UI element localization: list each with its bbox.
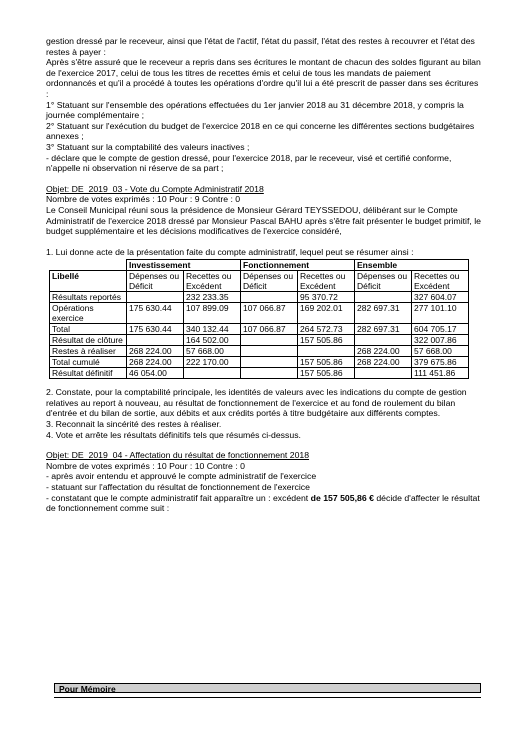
header-cell: Dépenses ou Déficit bbox=[241, 271, 298, 292]
group-ensemble: Ensemble bbox=[355, 260, 469, 271]
row-label: Résultat définitif bbox=[50, 368, 127, 379]
affectation-line-1: - après avoir entendu et approuvé le compte administratif de l'exercice bbox=[46, 471, 317, 482]
row-value bbox=[241, 292, 298, 303]
table-row bbox=[50, 346, 469, 357]
row-value bbox=[127, 335, 184, 346]
row-value bbox=[298, 346, 355, 357]
pour-memoire-rule bbox=[54, 693, 481, 698]
item-1: 1. Lui donne acte de la présentation faite du compte administratif, lequel peut se résumer ainsi : bbox=[46, 246, 414, 257]
table-row bbox=[50, 324, 469, 335]
row-value: 327 604.07 bbox=[412, 292, 469, 303]
row-value: 157 505.86 bbox=[298, 368, 355, 379]
row-value: 169 202.01 bbox=[298, 303, 355, 324]
pour-memoire-header: Pour Mémoire bbox=[54, 683, 481, 693]
header-cell: Recettes ou Excédent bbox=[184, 271, 241, 292]
intro-statuant-2: 2° Statuant sur l'exécution du budget de l'exercice 2018 en ce qui concerne les différentes sections budgétaires annexes ; bbox=[46, 120, 475, 142]
header-libelle: Libellé bbox=[50, 271, 127, 292]
row-value: 95 370.72 bbox=[298, 292, 355, 303]
row-value: 157 505.86 bbox=[298, 335, 355, 346]
row-value: 379 675.86 bbox=[412, 357, 469, 368]
votes-count-2: Nombre de votes exprimés : 10 Pour : 10 Contre : 0 bbox=[46, 460, 245, 471]
header-cell: Dépenses ou Déficit bbox=[355, 271, 412, 292]
row-label: Restes à réaliser bbox=[50, 346, 127, 357]
row-value: 604 705.17 bbox=[412, 324, 469, 335]
row-value: 107 066.87 bbox=[241, 303, 298, 324]
object-title-de-2019-04: Objet: DE_2019_04 - Affectation du résultat de fonctionnement 2018 bbox=[46, 450, 310, 461]
excedent-amount: de 157 505,86 € bbox=[310, 492, 374, 503]
row-value: 111 451.86 bbox=[412, 368, 469, 379]
row-value: 175 630.44 bbox=[127, 303, 184, 324]
row-value: 157 505.86 bbox=[298, 357, 355, 368]
row-value bbox=[127, 292, 184, 303]
intro-statuant-3: 3° Statuant sur la comptabilité des valeurs inactives ; bbox=[46, 141, 250, 152]
row-value: 57 668.00 bbox=[412, 346, 469, 357]
council-body: Le Conseil Municipal réuni sous la présidence de Monsieur Gérard TEYSSEDOU, délibérant sur le Compte Administratif de l'exercice 2018 dressé par Monsieur Pascal BAHU après s'être fait présenter le budget primitif, le budget supplémentaire et les décisions modificatives de l'exercice considéré, bbox=[46, 204, 481, 237]
table-row bbox=[50, 303, 469, 324]
row-value bbox=[241, 335, 298, 346]
votes-count-1: Nombre de votes exprimés : 10 Pour : 9 Contre : 0 bbox=[46, 194, 241, 205]
row-label: Opérations exercice bbox=[50, 303, 127, 324]
row-value: 268 224.00 bbox=[355, 346, 412, 357]
row-label: Total bbox=[50, 324, 127, 335]
header-cell: Dépenses ou Déficit bbox=[127, 271, 184, 292]
row-value: 282 697.31 bbox=[355, 303, 412, 324]
table-row bbox=[50, 292, 469, 303]
intro-statuant-1: 1° Statuant sur l'ensemble des opérations effectuées du 1er janvier 2018 au 31 décembre 2018, y compris la journée complémentaire ; bbox=[46, 99, 464, 121]
table-body bbox=[50, 292, 469, 379]
affectation-line-3: - constatant que le compte administratif fait apparaître un : excédent de 157 505,86 € décide d'affecter le résultat de fonctionnement comme suit : bbox=[46, 492, 480, 514]
results-table bbox=[49, 259, 469, 379]
row-value: 107 066.87 bbox=[241, 324, 298, 335]
item-2: 2. Constate, pour la comptabilité principale, les identités de valeurs avec les indications du compte de gestion relatives au report à nouveau, au résultat de fonctionnement de l'exercice et au fond de roulement du bilan d'entrée et du bilan de sortie, aux débits et aux crédits portés à titre budgétaire aux différents comptes. bbox=[46, 387, 467, 419]
row-label: Résultat de clôture bbox=[50, 335, 127, 346]
row-value: 222 170.00 bbox=[184, 357, 241, 368]
row-value bbox=[241, 346, 298, 357]
row-value bbox=[241, 357, 298, 368]
intro-paragraph-1: gestion dressé par le receveur, ainsi que l'état de l'actif, l'état du passif, l'état des restes à recouvrer et l'état des restes à payer : bbox=[46, 36, 475, 57]
table-row bbox=[50, 335, 469, 346]
row-value: 107 899.09 bbox=[184, 303, 241, 324]
document-page bbox=[46, 36, 482, 514]
table-row bbox=[50, 368, 469, 379]
intro-paragraph-2: Après s'être assuré que le receveur a repris dans ses écritures le montant de chacun des soldes figurant au bilan de l'exercice 2017, celui de tous les titres de recettes émis et celui de tous les mandats de paiement ordonnancés et qu'il a procédé à toutes les opérations d'ordre qu'il lui a été prescrit de passer dans ses écritures : bbox=[46, 57, 481, 99]
item-4: 4. Vote et arrête les résultats définitifs tels que résumés ci-dessus. bbox=[46, 429, 301, 440]
row-value bbox=[355, 292, 412, 303]
row-label: Total cumulé bbox=[50, 357, 127, 368]
row-label: Résultats reportés bbox=[50, 292, 127, 303]
row-value bbox=[241, 368, 298, 379]
intro-declaration: - déclare que le compte de gestion dressé, pour l'exercice 2018, par le receveur, visé et certifié conforme, n'appelle ni observation ni réserve de sa part ; bbox=[46, 152, 452, 174]
affectation-line-2: - statuant sur l'affectation du résultat de fonctionnement de l'exercice bbox=[46, 482, 310, 493]
row-value: 175 630.44 bbox=[127, 324, 184, 335]
row-value: 268 224.00 bbox=[127, 357, 184, 368]
row-value: 46 054.00 bbox=[127, 368, 184, 379]
row-value bbox=[355, 368, 412, 379]
row-value: 340 132.44 bbox=[184, 324, 241, 335]
row-value bbox=[184, 368, 241, 379]
row-value: 57 668.00 bbox=[184, 346, 241, 357]
row-value: 277 101.10 bbox=[412, 303, 469, 324]
row-value: 282 697.31 bbox=[355, 324, 412, 335]
row-value: 164 502.00 bbox=[184, 335, 241, 346]
header-cell: Recettes ou Excédent bbox=[412, 271, 469, 292]
table-row bbox=[50, 357, 469, 368]
row-value: 268 224.00 bbox=[127, 346, 184, 357]
row-value: 264 572.73 bbox=[298, 324, 355, 335]
header-cell: Recettes ou Excédent bbox=[298, 271, 355, 292]
group-fonctionnement: Fonctionnement bbox=[241, 260, 355, 271]
table-header-row bbox=[50, 271, 469, 292]
group-investissement: Investissement bbox=[127, 260, 241, 271]
row-value: 268 224.00 bbox=[355, 357, 412, 368]
row-value: 232 233.35 bbox=[184, 292, 241, 303]
item-3: 3. Reconnait la sincérité des restes à réaliser. bbox=[46, 419, 222, 430]
row-value: 322 007.86 bbox=[412, 335, 469, 346]
row-value bbox=[355, 335, 412, 346]
object-title-de-2019-03: Objet: DE_2019_03 - Vote du Compte Administratif 2018 bbox=[46, 183, 264, 194]
